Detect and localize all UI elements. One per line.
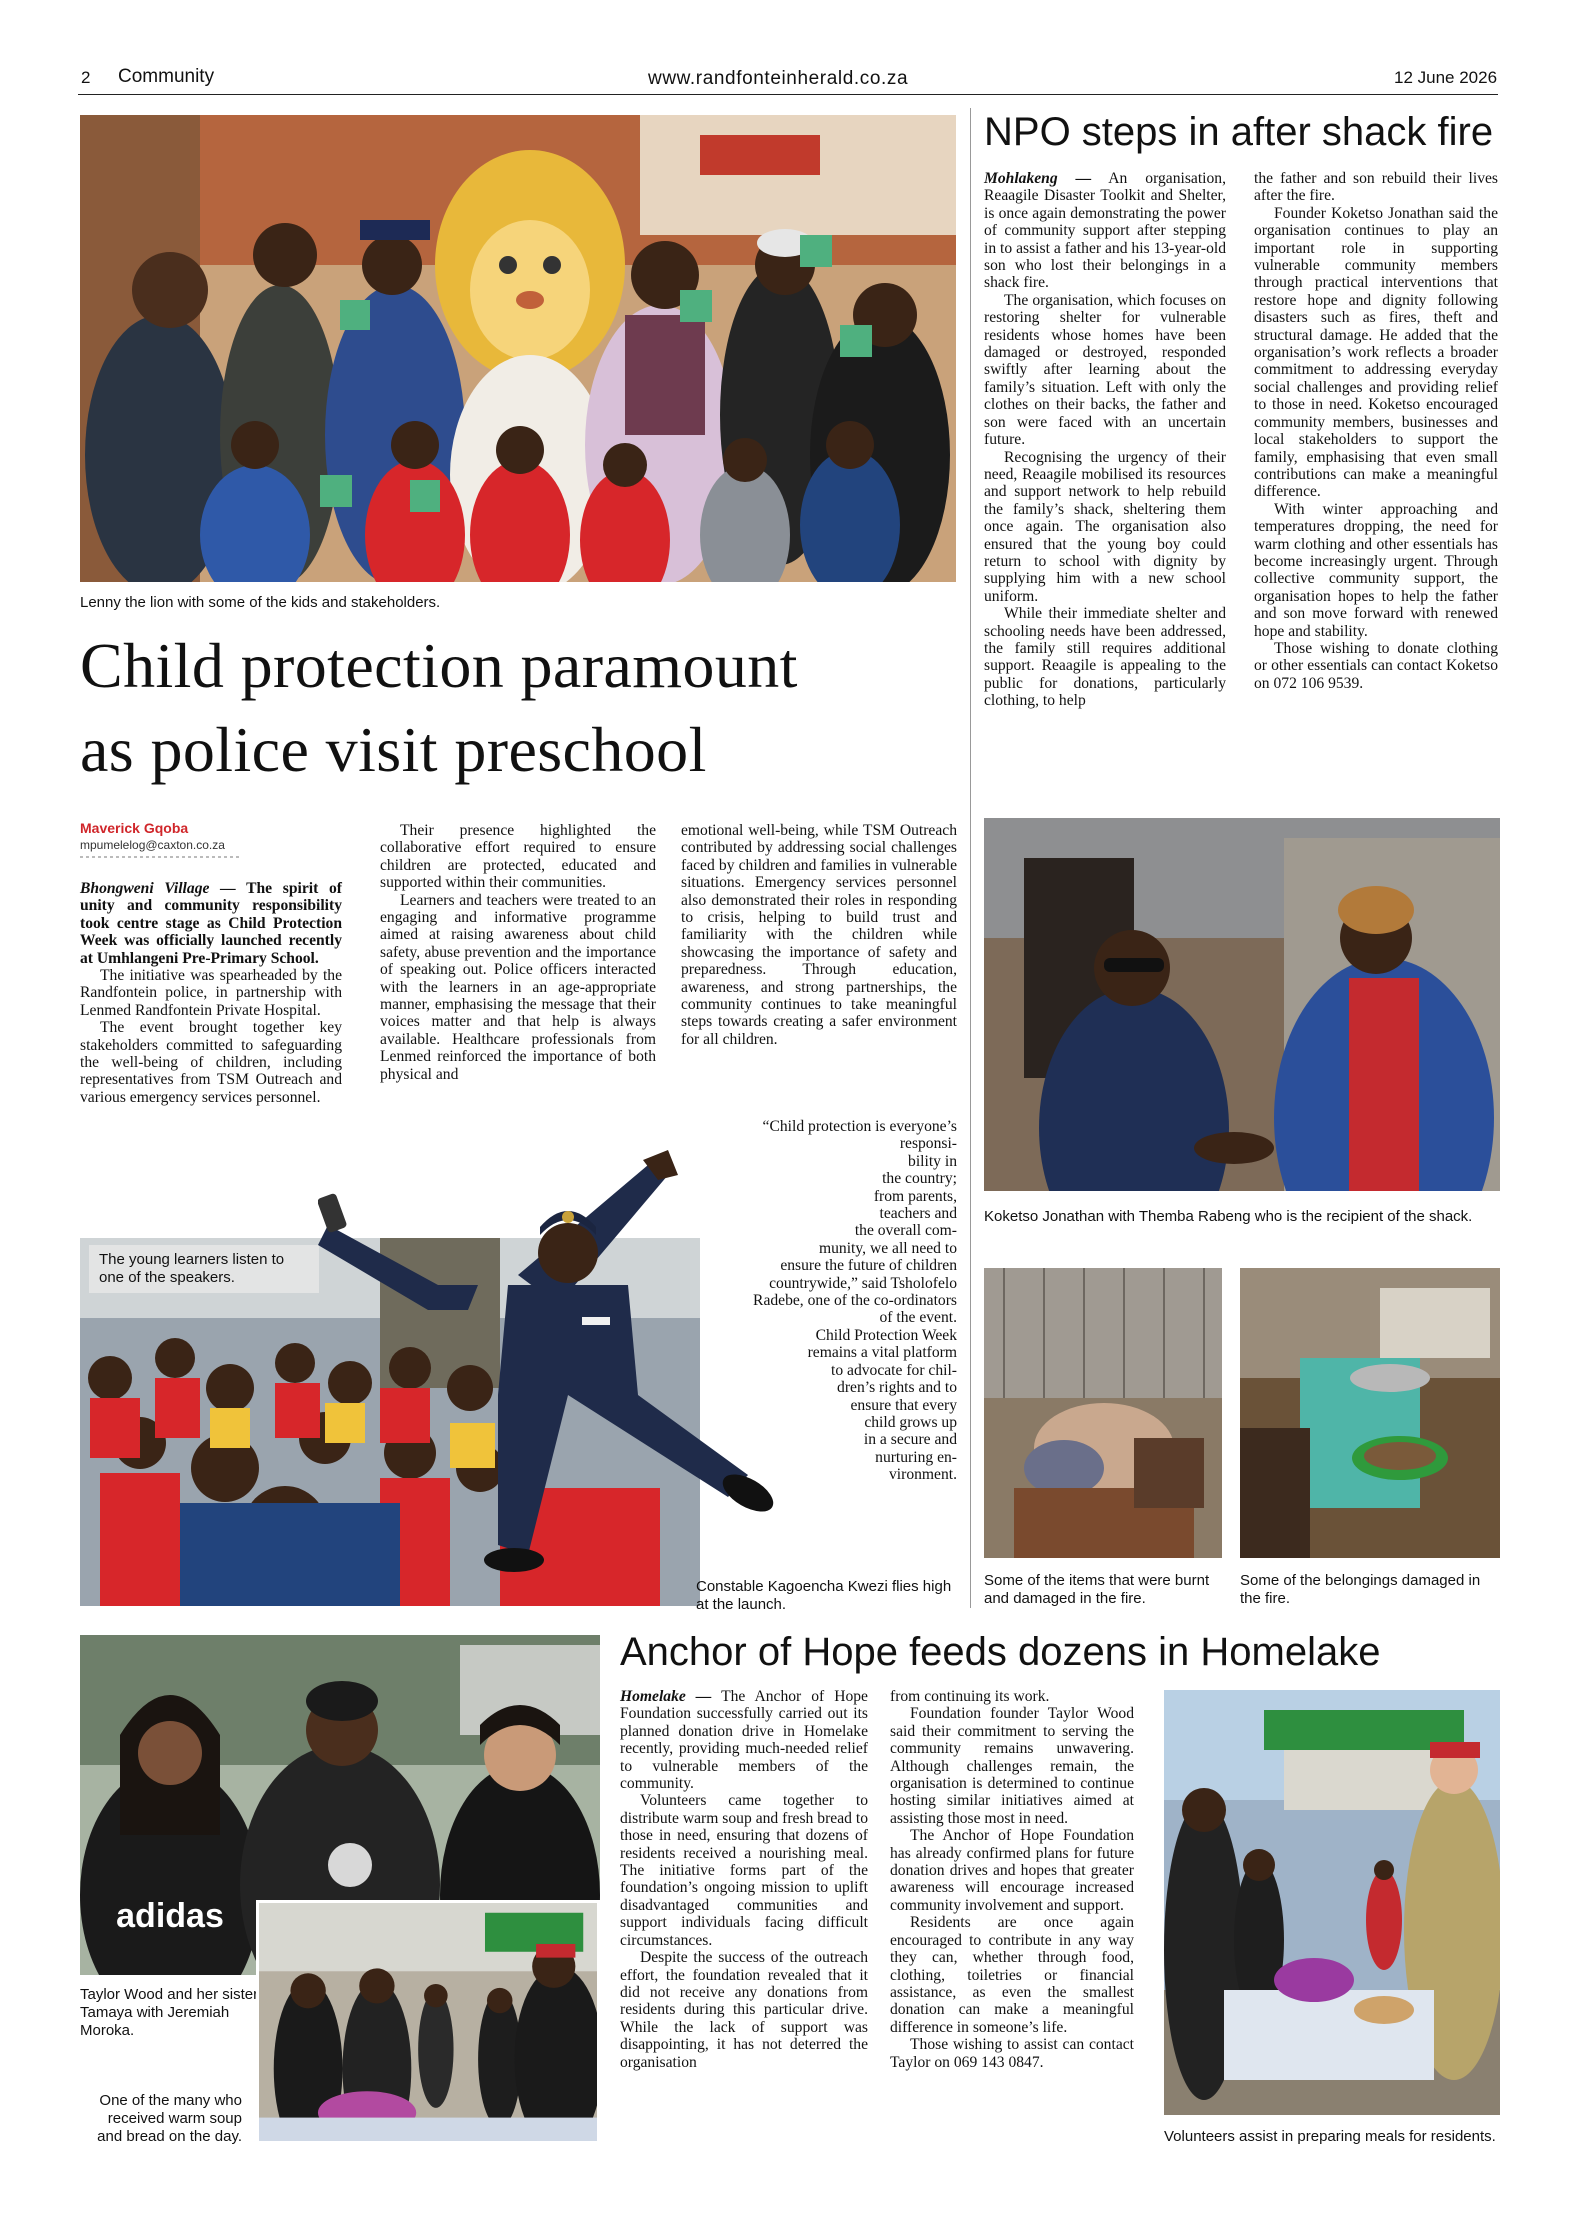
anchor-col2-p2: Foundation founder Taylor Wood said their commitment to serving the community remains unwavering. Although challenges remain, the organisation is determined to continue hosting similar initiatives aimed at assisting those most in need. xyxy=(890,1705,1134,1827)
quote-line: vironment. xyxy=(889,1466,957,1484)
lenny-lion-group-photo xyxy=(80,115,956,582)
quote-line: remains a vital platform xyxy=(807,1344,957,1362)
quote-line: ensure the future of children xyxy=(780,1257,957,1275)
volunteers-caption: Volunteers assist in preparing meals for residents. xyxy=(1164,2128,1496,2145)
quote-line: countrywide,” said Tsholofelo xyxy=(769,1274,957,1292)
main-dateline: Bhongweni Village — xyxy=(80,880,236,897)
burnt-items-photo xyxy=(984,1268,1222,1558)
page-number: 2 xyxy=(81,68,91,87)
damaged-belongings-photo xyxy=(1240,1268,1500,1558)
main-col2-p2: Learners and teachers were treated to an engaging and informative programme aimed at raising awareness about child safety, abuse prevention and the importance of speaking out. Police officers interacted with the learners in an age-appropriate manner, emphasising the message that their voices matter and that help is always available. Healthcare professionals from Lenmed reinforced the importance of both physical and xyxy=(380,891,656,1083)
soup-recipient-photo xyxy=(256,1900,600,2144)
quote-line: Child Protection Week xyxy=(815,1326,957,1344)
quote-line: ensure that every xyxy=(850,1396,957,1414)
npo-column-1 xyxy=(984,170,1226,710)
main-story-column-2 xyxy=(380,822,656,1083)
quote-line: nurturing en- xyxy=(875,1448,957,1466)
npo-left-rule xyxy=(970,108,971,1608)
main-story-column-3 xyxy=(681,822,957,1048)
anchor-col2-p1: from continuing its work. xyxy=(890,1688,1050,1705)
anchor-column-2 xyxy=(890,1688,1134,2071)
main-lead: The spirit of unity and community responsibility took centre stage as Child Protection Week was officially launched recently at Umhlangeni Pre-Primary School. xyxy=(80,880,342,967)
byline-author: Maverick Gqoba xyxy=(80,820,189,836)
npo-col2-p3: With winter approaching and temperatures dropping, the need for warm clothing and other essentials has become increasingly urgent. Through collective community support, the organisation hopes to help the father and son move forward with renewed hope and stability. xyxy=(1254,500,1498,640)
anchor-col2-p4: Residents are once again encouraged to contribute in any way they can, whether through food, clothing, toiletries or financial assistance, as even the smallest donation can make a meaningful difference in someone’s life. xyxy=(890,1914,1134,2036)
quote-line: Radebe, one of the co-ordinators xyxy=(753,1292,957,1310)
main-col3-p1: emotional well-being, while TSM Outreach contributed by addressing social challenges faced by children and families in vulnerable situations. Emergency services personnel also demonstrated their roles in responding to crisis, helping to build trust and familiarity with the children while showcasing the importance of safety and preparedness. Through education, awareness, and strong partnerships, the community continues to take meaningful steps towards creating a safer environment for all children. xyxy=(681,822,957,1048)
header-rule xyxy=(78,94,1498,95)
volunteers-photo xyxy=(1164,1690,1500,2115)
main-story-column-1 xyxy=(80,880,342,1106)
issue-date: 12 June 2026 xyxy=(1394,68,1498,87)
quote-line: the overall com- xyxy=(854,1222,957,1240)
quote-line: dren’s rights and to xyxy=(837,1379,957,1397)
byline-email[interactable]: mpumelelog@caxton.co.za xyxy=(80,838,225,852)
main-headline-line-1: Child protection paramount xyxy=(80,630,798,701)
website-url[interactable]: www.randfonteinherald.co.za xyxy=(648,68,909,89)
npo-column-2 xyxy=(1254,170,1498,692)
handshake-photo xyxy=(984,818,1500,1191)
damaged-belongings-caption: Some of the belongings damaged in the fire. xyxy=(1240,1572,1481,1607)
npo-col2-p4: Those wishing to donate clothing or other essentials can contact Koketso on 072 106 9539. xyxy=(1254,639,1498,692)
anchor-column-1 xyxy=(620,1688,868,2071)
quote-line: child grows up xyxy=(864,1413,957,1431)
main-col1-p2: The initiative was spearheaded by the Randfontein police, in partnership with Lenmed Randfontein Private Hospital. xyxy=(80,967,342,1019)
npo-col2-p2: Founder Koketso Jonathan said the organisation continues to play an important role in supporting vulnerable community members through practical interventions that restore hope and dignity following disasters such as fires, theft and structural damage. He added that the organisation’s work reflects a broader commitment to addressing everyday social challenges and providing relief to those in need. Koketso encouraged community members, businesses and local stakeholders to support the family, emphasising that even small contributions can make a meaningful difference. xyxy=(1254,204,1498,501)
learners-caption-box xyxy=(89,1245,319,1293)
anchor-headline: Anchor of Hope feeds dozens in Homelake xyxy=(620,1630,1381,1674)
section-title: Community xyxy=(118,66,215,87)
npo-col1-p3: Recognising the urgency of their need, Reaagile mobilised its resources and support network to help rebuild the family’s shack, sheltering them once again. The organisation also ensured that the young boy could return to school with dignity by supplying him with a new school uniform. xyxy=(984,448,1226,605)
anchor-col1-p2: Volunteers came together to distribute warm soup and fresh bread to those in need, ensuring that dozens of residents received a nourishing meal. The initiative forms part of the foundation’s ongoing mission to uplift disadvantaged communities and support individuals facing difficult circumstances. xyxy=(620,1792,868,1949)
lenny-photo-caption: Lenny the lion with some of the kids and stakeholders. xyxy=(80,594,441,611)
quote-line: responsi- xyxy=(899,1135,957,1153)
quote-line: “Child protection is everyone’s xyxy=(762,1118,957,1135)
taylor-caption: Taylor Wood and her sister Tamaya with Jeremiah Moroka. xyxy=(80,1986,259,2039)
npo-headline: NPO steps in after shack fire xyxy=(984,110,1494,154)
quote-line: munity, we all need to xyxy=(819,1239,957,1257)
anchor-col2-p5: Those wishing to assist can contact Taylor on 069 143 0847. xyxy=(890,2036,1134,2071)
quote-line: from parents, xyxy=(873,1187,957,1205)
quote-line: bility in xyxy=(908,1152,957,1170)
quote-line: the country; xyxy=(882,1170,957,1188)
burnt-items-caption: Some of the items that were burnt and damaged in the fire. xyxy=(984,1572,1210,1607)
constable-flying-photo xyxy=(318,1135,878,1605)
anchor-col1-p3: Despite the success of the outreach effort, the foundation revealed that it did not receive any donations from residents during this particular drive. While the lack of support was disappointing, it has not deterred the organisation xyxy=(620,1949,868,2071)
anchor-col2-p3: The Anchor of Hope Foundation has already confirmed plans for future donation drives and hopes that greater awareness will encourage increased community involvement and support. xyxy=(890,1827,1134,1914)
main-headline-line-2: as police visit preschool xyxy=(80,714,707,785)
anchor-col1-p1: The Anchor of Hope Foundation successfully carried out its planned donation drive in Homelake recently, providing much-needed relief to vulnerable members of the community. xyxy=(620,1688,868,1793)
constable-caption: Constable Kagoencha Kwezi flies high at the launch. xyxy=(696,1578,952,1613)
npo-col1-p4: While their immediate shelter and schooling needs have been addressed, the family still requires additional support. Reaagile is appealing to the public for donations, particularly clothing, to help xyxy=(984,605,1226,710)
npo-col1-p2: The organisation, which focuses on restoring shelter for vulnerable residents whose homes have been damaged or destroyed, responded swiftly after learning about the family’s situation. Left with only the clothes on their backs, the father and son were faced with an uncertain future. xyxy=(984,291,1226,449)
soup-caption: One of the many who received warm soup and bread on the day. xyxy=(97,2092,242,2145)
quote-line: in a secure and xyxy=(863,1431,957,1449)
npo-col2-p1: the father and son rebuild their lives after the fire. xyxy=(1254,170,1498,205)
quote-line: teachers and xyxy=(879,1205,957,1223)
anchor-dateline: Homelake — xyxy=(620,1688,712,1705)
npo-dateline: Mohlakeng — xyxy=(984,170,1092,187)
learners-caption: The young learners listen to one of the speakers. xyxy=(99,1251,285,1286)
npo-col1-p1: An organisation, Reaagile Disaster Toolkit and Shelter, is once again demonstrating the power of community support after stepping in to assist a father and his 13-year-old son who lost their belongings in a shack fire. xyxy=(984,170,1226,292)
adidas-hoodie-text: adidas xyxy=(116,1897,224,1935)
main-col2-p1: Their presence highlighted the collaborative effort required to ensure children are protected, educated and supported within their communities. xyxy=(380,822,656,892)
main-col1-p3: The event brought together key stakeholders committed to safeguarding the well-being of children, including representatives from TSM Outreach and various emergency services personnel. xyxy=(80,1019,342,1106)
quote-line: to advocate for chil- xyxy=(831,1361,957,1379)
handshake-caption: Koketso Jonathan with Themba Rabeng who is the recipient of the shack. xyxy=(984,1208,1473,1225)
quote-line: of the event. xyxy=(879,1309,957,1327)
byline-divider xyxy=(80,856,240,858)
